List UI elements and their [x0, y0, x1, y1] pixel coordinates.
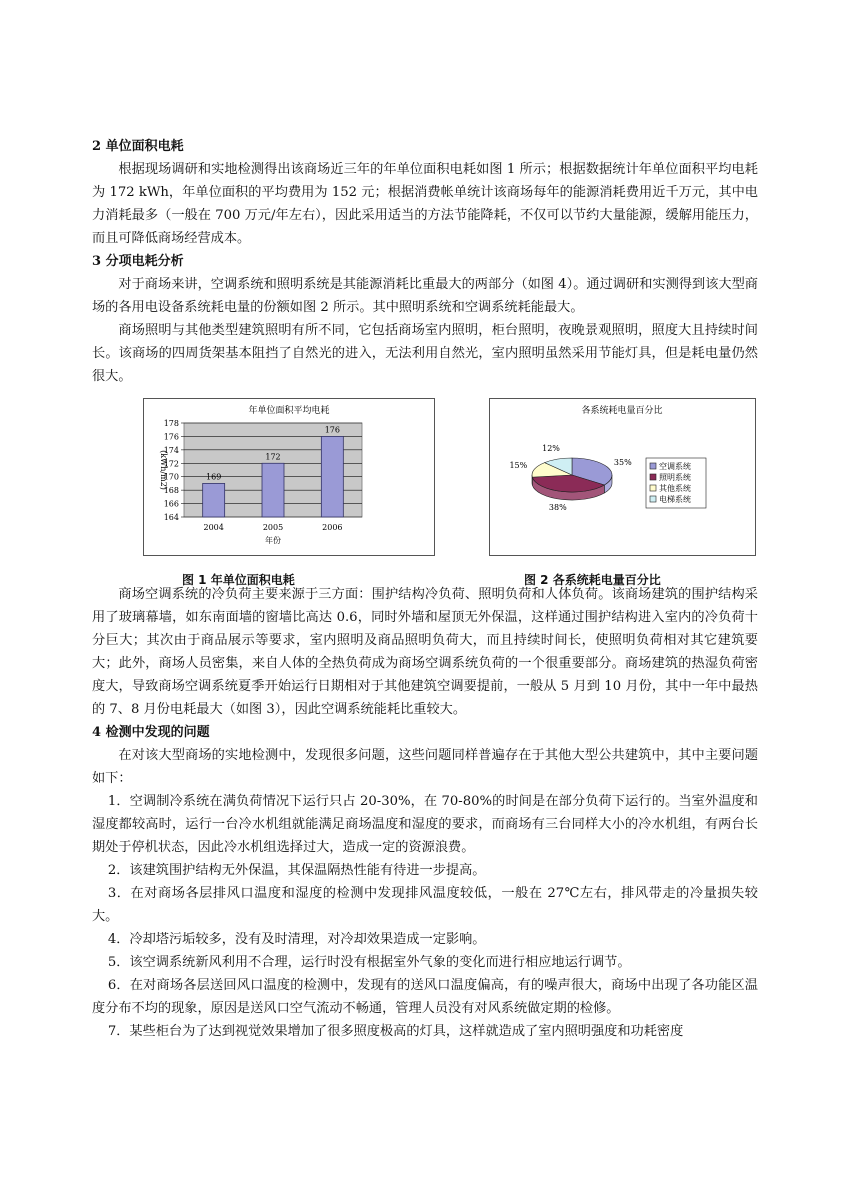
bar-x-axis-label: 年份: [265, 536, 281, 545]
bar-2004: [203, 483, 225, 517]
bar-data-label: 176: [324, 425, 340, 435]
bar-x-tick-label: 2005: [262, 523, 284, 532]
pie-legend-swatch: [650, 474, 656, 480]
pie-legend-label: 电梯系统: [659, 495, 691, 504]
problem-item-2: 2．该建筑围护结构无外保温，其保温隔热性能有待进一步提高。: [107, 863, 486, 878]
pie-value-label: 38%: [548, 503, 567, 513]
problem-item-3: 3．在对商场各层排风口温度和湿度的检测中发现排风温度较低，一般在 27℃左右，排风带走的冷量损失较大。: [92, 886, 758, 924]
pie-legend-swatch: [650, 463, 656, 469]
pie-legend-label: 其他系统: [659, 484, 691, 493]
bar-data-label: 169: [206, 472, 222, 482]
pie-legend-swatch: [650, 485, 656, 491]
section-4-paragraph-1: 在对该大型商场的实地检测中，发现很多问题，这些问题同样普遍存在于其他大型公共建筑中，其中主要问题如下：: [92, 748, 758, 786]
bar-y-axis-label: (kWh/m2): [159, 450, 168, 490]
bar-chart-svg: [144, 399, 434, 555]
bar-2006: [321, 436, 343, 517]
pie-legend-label: 照明系统: [659, 473, 691, 482]
bar-data-label: 172: [265, 452, 281, 462]
bar-x-tick-label: 2006: [322, 523, 343, 532]
pie-value-label: 35%: [613, 457, 632, 467]
section-4-heading: 4 检测中发现的问题: [92, 725, 210, 740]
bar-y-tick-label: 170: [163, 472, 179, 482]
pie-value-label: 12%: [542, 444, 560, 454]
figure-row: [92, 398, 758, 587]
section-3-paragraph-3: 商场空调系统的冷负荷主要来源于三方面：围护结构冷负荷、照明负荷和人体负荷。该商场建筑的围护结构采用了玻璃幕墙，如东南面墙的窗墙比高达 0.6，同时外墙和屋顶无外保温，这样通过围护结构进入室内的冷负荷十分巨大；其次由于商品展示等要求，室内照明及商品照明负荷大，而且持续时间长，使照明负荷相对其它建筑要大；此外，商场人员密集，来自人体的全热负荷成为商场空调系统负荷的一个很重要部分。商场建筑的热湿负荷密度大，导致商场空调系统夏季开始运行日期相对于其他建筑空调要提前，一般从 5 月到 10 月份，其中一年中最热的 7、8 月份电耗最大（如图 3），因此空调系统能耗比重较大。: [92, 587, 758, 717]
bar-y-tick-label: 172: [163, 459, 179, 469]
paper-page: [92, 135, 758, 1043]
bar-y-tick-label: 166: [163, 499, 179, 509]
problem-item-6: 6．在对商场各层送回风口温度的检测中，发现有的送风口温度偏高，有的噪声很大，商场中出现了各功能区温度分布不均的现象，原因是送风口空气流动不畅通，管理人员没有对风系统做定期的检修。: [92, 978, 758, 1016]
bar-y-tick-label: 174: [163, 445, 179, 455]
section-3-paragraph-2: 商场照明与其他类型建筑照明有所不同，它包括商场室内照明，柜台照明，夜晚景观照明，照度大且持续时间长。该商场的四周货架基本阻挡了自然光的进入，无法利用自然光，室内照明虽然采用节能灯具，但是耗电量仍然很大。: [92, 323, 758, 384]
section-3-heading: 3 分项电耗分析: [92, 254, 184, 269]
bar-y-tick-label: 164: [163, 513, 179, 522]
bar-chart-title: 年单位面积平均电耗: [248, 406, 330, 416]
problem-item-1: 1．空调制冷系统在满负荷情况下运行只占 20-30%，在 70-80%的时间是在部分负荷下运行的。当室外温度和湿度都较高时，运行一台冷水机组就能满足商场温度和湿度的要求，而商场有三台同样大小的冷水机组，有两台长期处于停机状态，因此冷水机组选择过大，造成一定的资源浪费。: [92, 794, 758, 855]
pie-legend-label: 空调系统: [659, 462, 691, 471]
pie-legend-swatch: [650, 496, 656, 502]
figure-2-caption: 图 2 各系统耗电量百分比: [524, 573, 661, 587]
section-2-paragraph-1: 根据现场调研和实地检测得出该商场近三年的年单位面积电耗如图 1 所示；根据数据统计年单位面积平均电耗为 172 kWh，年单位面积的平均费用为 152 元；根据消费帐单统计该商场每年的能源消耗费用近千万元，其中电力消耗最多（一般在 700 万元/年左右），因此采用适当的方法节能降耗，不仅可以节约大量能源，缓解用能压力，而且可降低商场经营成本。: [92, 162, 758, 246]
figure-1-bar-chart: [143, 398, 435, 556]
bar-x-tick-label: 2004: [203, 523, 224, 532]
pie-chart-svg: [490, 399, 755, 555]
pie-value-label: 15%: [509, 461, 528, 471]
figure-1-caption: 图 1 年单位面积电耗: [182, 573, 295, 587]
bar-y-tick-label: 178: [163, 419, 179, 428]
bar-2005: [262, 463, 284, 517]
problem-item-7: 7．某些柜台为了达到视觉效果增加了很多照度极高的灯具，这样就造成了室内照明强度和功耗密度: [107, 1024, 684, 1039]
section-3-paragraph-1: 对于商场来讲，空调系统和照明系统是其能源消耗比重最大的两部分（如图 4）。通过调研和实测得到该大型商场的各用电设备系统耗电量的份额如图 2 所示。其中照明系统和空调系统耗能最大。: [92, 277, 758, 315]
bar-y-tick-label: 176: [163, 432, 179, 442]
bar-y-tick-label: 168: [163, 486, 179, 496]
problem-item-5: 5．该空调系统新风利用不合理，运行时没有根据室外气象的变化而进行相应地运行调节。: [107, 955, 631, 970]
problem-item-4: 4．冷却塔污垢较多，没有及时清理，对冷却效果造成一定影响。: [107, 932, 486, 947]
figure-2-pie-chart: [489, 398, 756, 556]
section-2-heading: 2 单位面积电耗: [92, 139, 184, 154]
pie-chart-title: 各系统耗电量百分比: [581, 406, 663, 416]
